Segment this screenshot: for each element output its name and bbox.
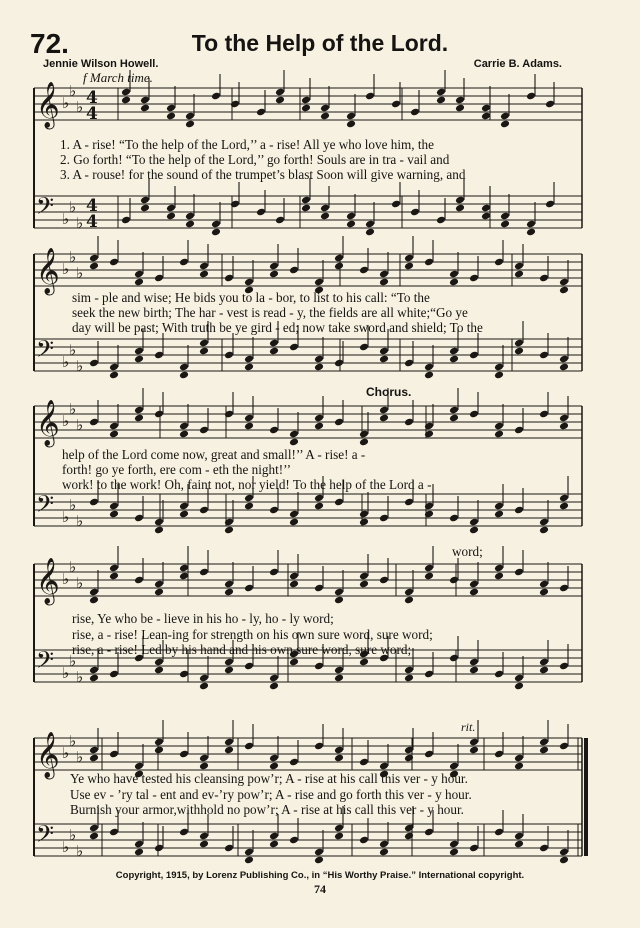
lyric-line: 2. Go forth! “To the help of the Lord,’’ go forth! Souls are in tra - vail and (60, 152, 450, 167)
lyric-line: rise, Ye who be - lieve in his ho - ly, ho - ly word; (72, 611, 334, 626)
lyric-line: day will be past; With truth be ye gird - ed; now take sword and shield; To the (72, 320, 483, 335)
copyright-notice: Copyright, 1915, by Lorenz Publishing Co., in “His Worthy Praise.” International copyright. (115, 870, 525, 881)
note-head (539, 526, 549, 535)
note-head (89, 596, 99, 605)
treble-clef: 𝄞 (36, 732, 60, 778)
note-head (224, 666, 234, 675)
note-head (185, 120, 195, 129)
flat-sign: ♭ (69, 198, 77, 216)
note-head (494, 430, 504, 439)
author-credit: Jennie Wilson Howell. (43, 58, 159, 70)
flat-sign: ♭ (69, 82, 77, 100)
note-head (500, 120, 510, 129)
note-head (334, 754, 344, 763)
note-head (449, 278, 459, 287)
flat-sign: ♭ (69, 732, 77, 750)
note-head (424, 371, 434, 380)
flat-sign: ♭ (62, 838, 70, 856)
flat-sign: ♭ (76, 748, 84, 766)
flat-sign: ♭ (76, 512, 84, 530)
flat-sign: ♭ (62, 744, 70, 762)
note-head (449, 355, 459, 364)
note-head (314, 422, 324, 431)
flat-sign: ♭ (69, 496, 77, 514)
bass-clef: 𝄢 (36, 646, 55, 679)
note-head (89, 674, 99, 683)
lyric-line: help of the Lord come now, great and small!’’ A - rise! a - (62, 447, 366, 462)
flat-sign: ♭ (69, 826, 77, 844)
note-head (320, 212, 330, 221)
lyric-line: rise, a - rise! Led by his hand and his own sure word, sure word; (72, 642, 412, 657)
note-head (244, 422, 254, 431)
note-head (244, 363, 254, 372)
note-head (559, 502, 569, 511)
note-head (455, 204, 465, 213)
note-head (301, 204, 311, 213)
note-head (559, 363, 569, 372)
lyric-line: 1. A - rise! “To the help of the Lord,’’ a - rise! All ye who love him, the (60, 137, 434, 152)
note-head (404, 596, 414, 605)
note-head (469, 666, 479, 675)
flat-sign: ♭ (69, 558, 77, 576)
note-head (109, 510, 119, 519)
flat-sign: ♭ (62, 260, 70, 278)
flat-sign: ♭ (62, 94, 70, 112)
lyric-line: word; (452, 544, 483, 559)
treble-clef: 𝄞 (36, 248, 60, 294)
note-head (140, 204, 150, 213)
flat-sign: ♭ (76, 214, 84, 232)
note-head (275, 96, 285, 105)
note-head (539, 666, 549, 675)
note-head (436, 96, 446, 105)
note-head (154, 746, 164, 755)
note-head (134, 848, 144, 857)
note-head (89, 832, 99, 841)
note-head (494, 572, 504, 581)
note-head (134, 414, 144, 423)
note-head (346, 120, 356, 129)
note-head (289, 518, 299, 527)
hymn-number: 72. (30, 28, 69, 59)
note-head (109, 371, 119, 380)
lyric-line: forth! go ye forth, ere com - eth the night!’’ (62, 462, 291, 477)
treble-clef: 𝄞 (36, 558, 60, 604)
note-head (179, 510, 189, 519)
note-head (404, 754, 414, 763)
flat-sign: ♭ (62, 412, 70, 430)
note-head (404, 674, 414, 683)
note-head (314, 856, 324, 865)
flat-sign: ♭ (62, 570, 70, 588)
note-head (404, 832, 414, 841)
lyric-line: sim - ple and wise; He bids you to la - bor, to list to his call: “To the (72, 290, 430, 305)
note-head (334, 832, 344, 841)
note-head (379, 848, 389, 857)
note-head (514, 270, 524, 279)
note-head (224, 526, 234, 535)
note-head (109, 430, 119, 439)
flat-sign: ♭ (62, 664, 70, 682)
note-head (365, 228, 375, 237)
hymn-title: To the Help of the Lord. (191, 30, 449, 56)
flat-sign: ♭ (69, 248, 77, 266)
note-head (199, 682, 209, 691)
note-head (89, 754, 99, 763)
ritardando-marking: rit. (461, 720, 476, 734)
flat-sign: ♭ (76, 98, 84, 116)
note-head (109, 572, 119, 581)
note-head (379, 278, 389, 287)
note-head (494, 510, 504, 519)
time-signature-bottom: 4 (86, 104, 98, 124)
note-head (469, 588, 479, 597)
note-head (379, 414, 389, 423)
note-head (334, 674, 344, 683)
note-head (134, 278, 144, 287)
note-head (320, 112, 330, 121)
flat-sign: ♭ (76, 574, 84, 592)
note-head (346, 220, 356, 229)
note-head (166, 112, 176, 121)
time-signature-top: 4 (86, 196, 98, 216)
note-head (539, 746, 549, 755)
lyric-line: work! to the work! Oh, faint not, nor yield! To the help of the Lord a - (62, 477, 432, 492)
note-head (166, 212, 176, 221)
treble-clef: 𝄞 (36, 400, 60, 446)
note-head (89, 262, 99, 271)
flat-sign: ♭ (76, 668, 84, 686)
lyric-line: 3. A - rouse! for the sound of the trumpet’s blast Soon will give warning, and (60, 167, 466, 182)
page-number: 74 (314, 882, 326, 896)
flat-sign: ♭ (69, 400, 77, 418)
note-head (269, 270, 279, 279)
note-head (134, 355, 144, 364)
bass-clef: 𝄢 (36, 335, 55, 368)
time-signature-top: 4 (86, 88, 98, 108)
note-head (514, 682, 524, 691)
note-head (154, 666, 164, 675)
note-head (539, 588, 549, 597)
note-head (199, 762, 209, 771)
flat-sign: ♭ (76, 416, 84, 434)
note-head (199, 347, 209, 356)
note-head (154, 588, 164, 597)
lyric-line: Ye who have tested his cleansing pow’r; A - rise at his call this ver - y hour. (70, 771, 468, 786)
lyric-line: rise, a - rise! Lean-ing for strength on his own sure word, sure word; (72, 627, 433, 642)
note-head (199, 840, 209, 849)
note-head (314, 363, 324, 372)
note-head (559, 422, 569, 431)
note-head (179, 430, 189, 439)
flat-sign: ♭ (76, 842, 84, 860)
note-head (269, 762, 279, 771)
note-head (289, 658, 299, 667)
note-head (500, 220, 510, 229)
note-head (289, 438, 299, 447)
note-head (449, 414, 459, 423)
note-head (359, 518, 369, 527)
bass-clef: 𝄢 (36, 192, 55, 225)
note-head (244, 502, 254, 511)
note-head (514, 347, 524, 356)
note-head (211, 228, 221, 237)
note-head (359, 438, 369, 447)
note-head (185, 220, 195, 229)
note-head (424, 430, 434, 439)
note-head (359, 658, 369, 667)
note-head (301, 104, 311, 113)
flat-sign: ♭ (69, 652, 77, 670)
note-head (455, 104, 465, 113)
note-head (494, 371, 504, 380)
note-head (140, 104, 150, 113)
note-head (224, 588, 234, 597)
note-head (379, 355, 389, 364)
note-head (269, 347, 279, 356)
note-head (224, 746, 234, 755)
note-head (404, 262, 414, 271)
flat-sign: ♭ (62, 210, 70, 228)
note-head (314, 502, 324, 511)
note-head (514, 762, 524, 771)
note-head (289, 580, 299, 589)
note-head (559, 856, 569, 865)
flat-sign: ♭ (69, 341, 77, 359)
note-head (449, 848, 459, 857)
flat-sign: ♭ (76, 357, 84, 375)
note-head (469, 746, 479, 755)
note-head (424, 510, 434, 519)
flat-sign: ♭ (62, 353, 70, 371)
bass-clef: 𝄢 (36, 490, 55, 523)
note-head (559, 286, 569, 295)
lyric-line: Use ev - ’ry tal - ent and ev-’ry pow’r; A - rise and go forth this ver - y hour. (70, 787, 472, 802)
chorus-label: Chorus. (366, 385, 412, 399)
treble-clef: 𝄞 (36, 82, 60, 128)
flat-sign: ♭ (76, 264, 84, 282)
note-head (154, 526, 164, 535)
note-head (179, 371, 189, 380)
note-head (244, 856, 254, 865)
bass-clef: 𝄢 (36, 820, 55, 853)
note-head (269, 840, 279, 849)
note-head (526, 228, 536, 237)
note-head (121, 96, 131, 105)
tempo-marking: f March time. (83, 70, 153, 85)
note-head (334, 262, 344, 271)
time-signature-bottom: 4 (86, 212, 98, 232)
note-head (199, 270, 209, 279)
flat-sign: ♭ (62, 508, 70, 526)
note-head (469, 526, 479, 535)
composer-credit: Carrie B. Adams. (473, 58, 562, 70)
note-head (269, 682, 279, 691)
note-head (334, 596, 344, 605)
note-head (514, 840, 524, 849)
note-head (359, 580, 369, 589)
note-head (424, 572, 434, 581)
lyric-line: seek the new birth; The har - vest is read - y, the fields are all white;“Go ye (72, 305, 468, 320)
lyric-line: Burnish your armor,withhold no pow’r; A - rise at his call this ver - y hour. (70, 802, 464, 817)
